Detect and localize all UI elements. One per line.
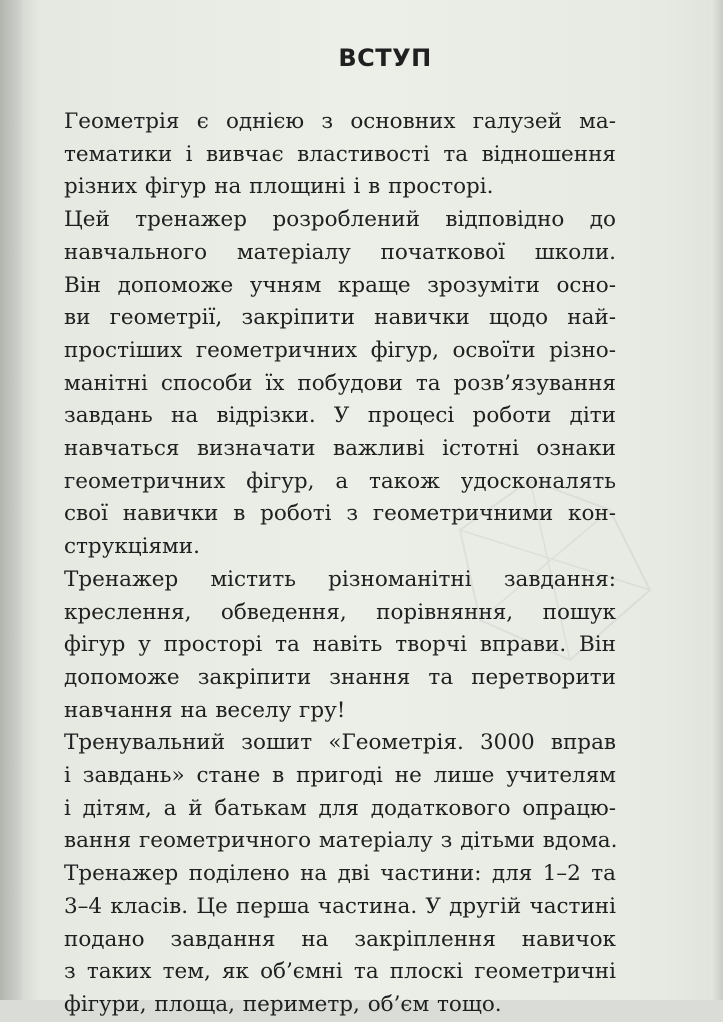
binding-shadow	[0, 0, 22, 1000]
text-line: геометричних фігур, а також удосконалять	[64, 468, 616, 494]
paragraph-5	[64, 858, 616, 1022]
text-line: 3–4 класів. Це перша частина. У другій частині	[64, 893, 616, 919]
text-line: навчального матеріалу початкової школи.	[64, 239, 616, 265]
text-line: свої навички в роботі з геометричними кон-	[64, 501, 616, 527]
paragraph-3	[64, 564, 616, 728]
text-line: допоможе закріпити знання та перетворити	[64, 664, 616, 690]
text-line: Геометрія є однією з основних галузей ма-	[64, 109, 616, 134]
text-line: Тренажер поділено на дві частини: для 1–2 та	[64, 861, 616, 887]
page-edge	[711, 0, 723, 1000]
text-line: Тренувальний зошит «Геометрія. 3000 вправ	[64, 730, 616, 756]
text-line: тематики і вивчає властивості та відношення	[64, 141, 616, 167]
text-line: різних фігур на площині і в просторі.	[64, 174, 494, 200]
text-line: Тренажер містить різноманітні завдання:	[64, 566, 616, 592]
text-line: ви геометрії, закріпити навички щодо най-	[64, 305, 616, 331]
text-line: вання геометричного матеріалу з дітьми вдома.	[64, 828, 618, 854]
text-line: фігур у просторі та навіть творчі вправи. Він	[64, 632, 616, 658]
paragraph-1	[64, 106, 616, 204]
text-line: завдань на відрізки. У процесі роботи діти	[64, 403, 616, 429]
text-line: і завдань» стане в пригоді не лише учителям	[64, 763, 616, 789]
page-title: ВСТУП	[338, 44, 432, 72]
paragraph-4	[64, 727, 616, 858]
text-line: Цей тренажер розроблений відповідно до	[64, 207, 616, 233]
text-line: Він допоможе учням краще зрозуміти осно-	[64, 272, 616, 298]
text-line: і дітям, а й батькам для додаткового опрацю-	[64, 795, 616, 821]
text-line: креслення, обведення, порівняння, пошук	[64, 599, 616, 625]
text-line: з таких тем, як об’ємні та плоскі геометричні	[64, 959, 616, 985]
text-line: навчання на веселу гру!	[64, 697, 346, 723]
page-text-block	[64, 38, 616, 1022]
text-line: струкціями.	[64, 534, 200, 560]
text-line: подано завдання на закріплення навичок	[64, 926, 616, 952]
paragraph-2	[64, 204, 616, 564]
text-line: манітні способи їх побудови та розв’язування	[64, 370, 616, 396]
text-line: навчаться визначати важливі істотні ознаки	[64, 436, 616, 462]
text-line: фігури, площа, периметр, об’єм тощо.	[64, 991, 502, 1017]
text-line: простіших геометричних фігур, освоїти різно-	[64, 337, 616, 363]
